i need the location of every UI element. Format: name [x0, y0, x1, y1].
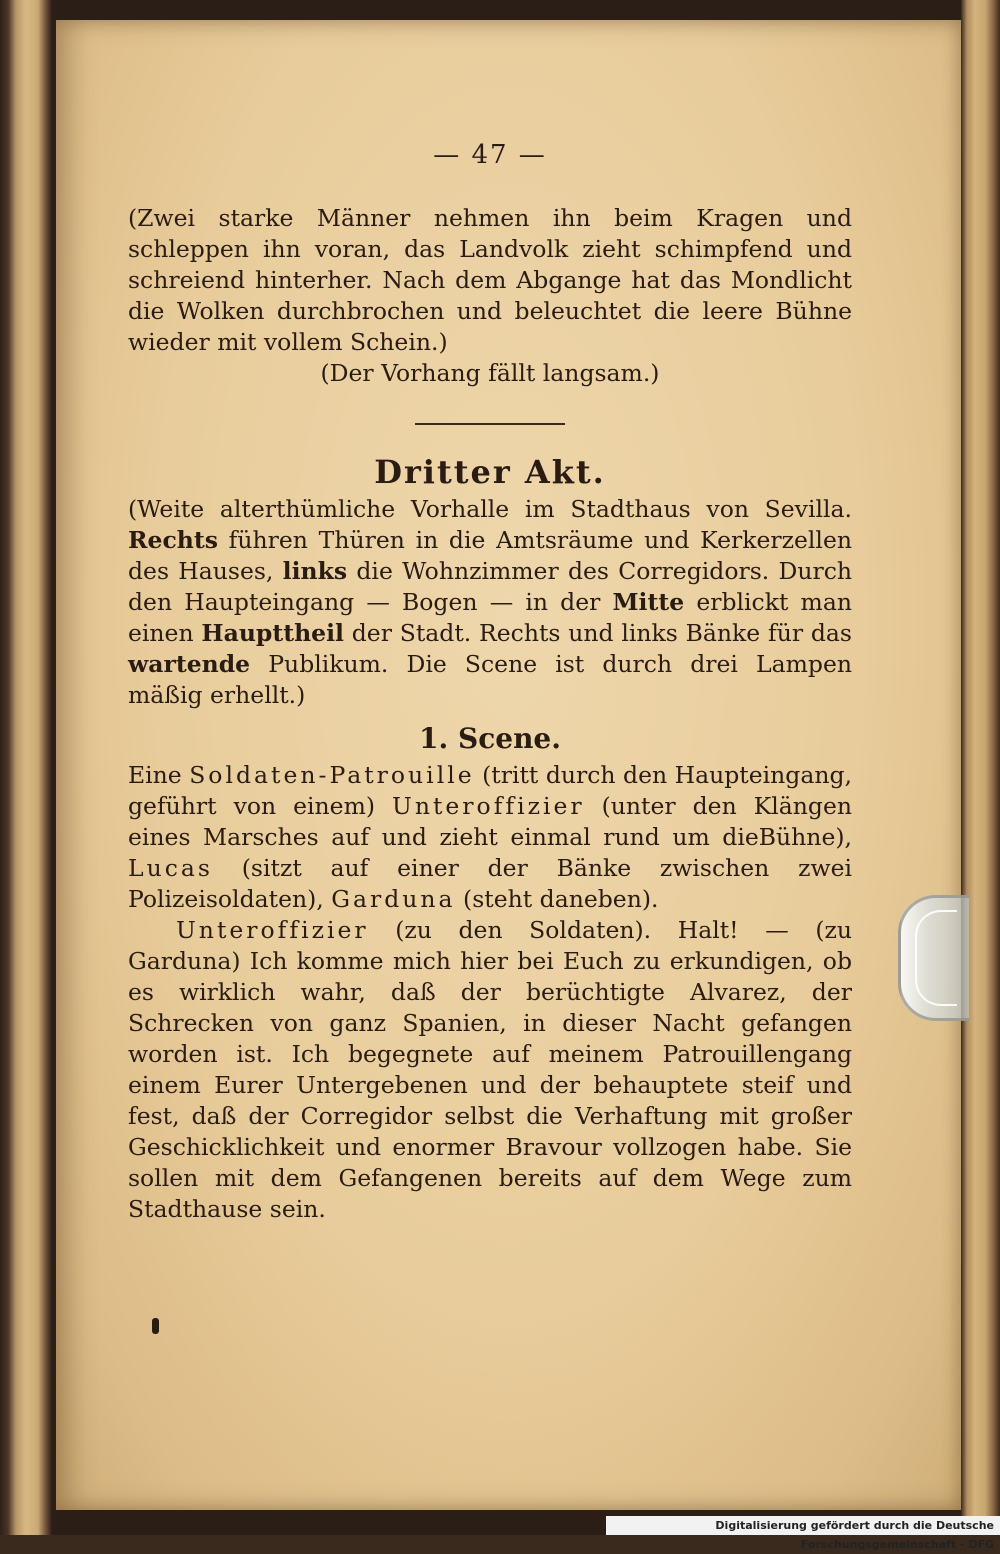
stage-direction: (Zwei starke Männer nehmen ihn beim Kragen und schleppen ihn voran, das Landvolk zieht schimpfend und schreiend hinterher. Nach dem Abgange hat das Mondlicht die Wolken durchbrochen und beleuchtet die leere Bühne wieder mit vollem Schein.) — [128, 204, 852, 356]
section-divider — [415, 423, 565, 425]
character-name: Garduna — [331, 885, 456, 913]
page-number: — 47 — — [433, 140, 547, 170]
act-description: (Weite alterthümliche Vorhalle im Stadthaus von Sevilla. Rechts führen Thüren in die Amtsräume und Kerkerzellen des Hauses, links die Wohnzimmer des Corregidors. Durch den Haupteingang — Bogen — in der Mitte erblickt man einen Haupttheil der Stadt. Rechts und links Bänke für das wartende Publikum. Die Scene ist durch drei Lampen mäßig erhellt.) — [128, 495, 852, 709]
dfg-footer: Digitalisierung gefördert durch die Deutsche Forschungsgemeinschaft - DFG — [606, 1516, 1000, 1535]
page-text — [128, 140, 852, 1225]
ink-mark — [152, 1318, 159, 1334]
next-page-edge — [961, 0, 1000, 1535]
character-name: Soldaten-Patrouille — [189, 761, 475, 789]
stage-direction-curtain: (Der Vorhang fällt langsam.) — [320, 359, 660, 387]
character-name: Unteroffizier — [392, 792, 585, 820]
dialogue-paragraph: Unteroffizier (zu den Soldaten). Halt! — (zu Garduna) Ich komme mich hier bei Euch zu erkundigen, ob es wirklich wahr, daß der berüchtigte Alvarez, der Schrecken von ganz Spanien, in dieser Nacht gefangen worden ist. Ich begegnete auf meinem Patrouillengang einem Eurer Untergebenen und der behauptete steif und fest, daß der Corregidor selbst die Verhaftung mit großer Geschicklichkeit und enormer Bravour vollzogen habe. Sie sollen mit dem Gefangenen bereits auf dem Wege zum Stadthause sein. — [128, 916, 852, 1223]
speaker-name: Unteroffizier — [176, 916, 369, 944]
cast-list: Eine Soldaten-Patrouille (tritt durch den Haupteingang, geführt von einem) Unteroffizier (unter den Klängen eines Marsches auf und zieht einmal rund um dieBühne), Lucas (sitzt auf einer der Bänke zwischen zwei Polizeisoldaten), Garduna (steht daneben). — [128, 761, 852, 913]
page-clip — [898, 895, 969, 1021]
scene-title: 1. Scene. — [419, 722, 561, 755]
character-name: Lucas — [128, 854, 213, 882]
act-title: Dritter Akt. — [374, 453, 606, 491]
